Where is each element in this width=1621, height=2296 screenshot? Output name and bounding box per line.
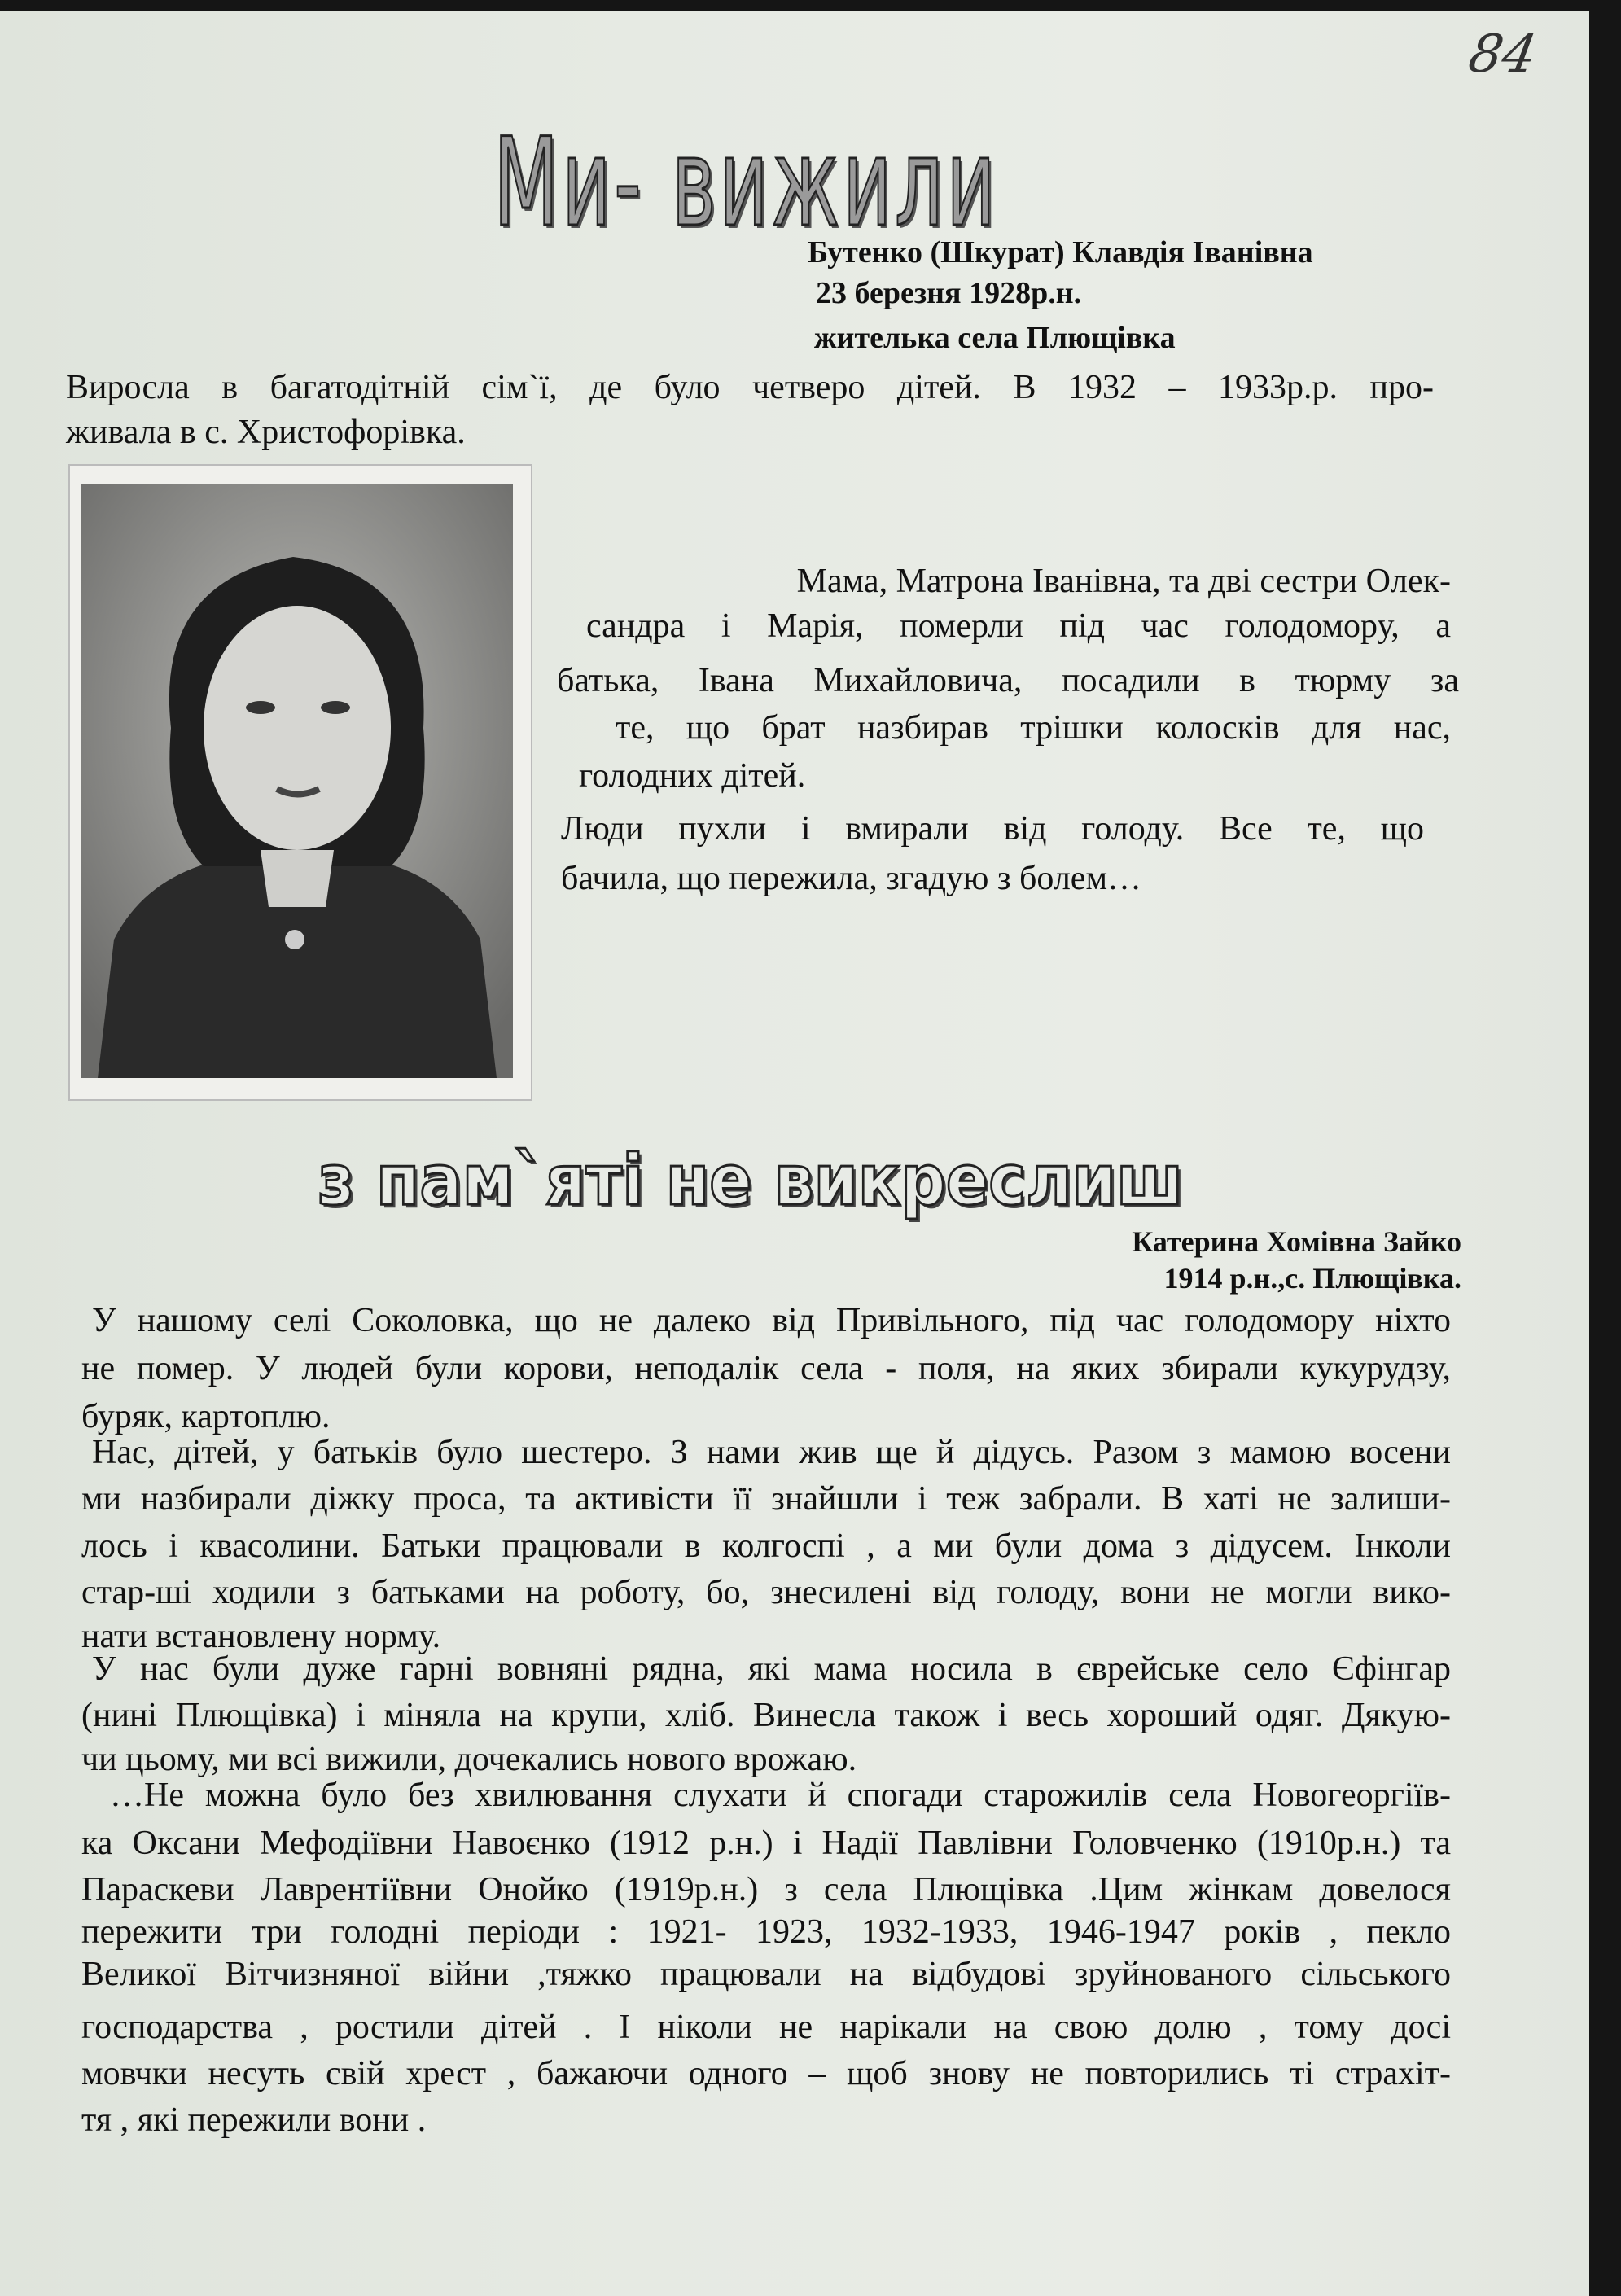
story-line: лось і квасолини. Батьки працювали в колгоспі , а ми були дома з дідусем. Інколи — [81, 1527, 1451, 1565]
story-line: господарства , ростили дітей . І ніколи не нарікали на свою долю , тому досі — [81, 2009, 1451, 2046]
byline-birthdate: 23 березня 1928р.н. — [816, 276, 1082, 310]
author-birth-place: 1914 р.н.,с. Плющівка. — [1163, 1262, 1461, 1295]
story-line: Великої Вітчизняної війни ,тяжко працювали на відбудові зруйнованого сільського — [81, 1956, 1451, 1993]
story-line: Параскеви Лаврентіївни Онойко (1919р.н.) з села Плющівка .Цим жінкам довелося — [81, 1871, 1451, 1908]
side-line: те, що брат назбирав трішки колосків для нас, — [616, 709, 1451, 747]
byline-residence: жителька села Плющівка — [814, 321, 1176, 355]
story-line: тя , які пережили вони . — [81, 2101, 427, 2139]
byline-name: Бутенко (Шкурат) Клавдія Іванівна — [808, 235, 1313, 269]
side-line: сандра і Марія, померли під час голодомору, а — [586, 607, 1451, 645]
story-line: (нині Плющівка) і міняла на крупи, хліб. Винесла також і весь хороший одяг. Дякую- — [81, 1697, 1451, 1734]
story-line: Нас, дітей, у батьків було шестеро. З нами жив ще й дідусь. Разом з мамою восени — [92, 1434, 1451, 1471]
page-number: 84 — [1464, 24, 1541, 85]
intro-line: живала в с. Христофорівка. — [66, 414, 466, 451]
side-line: голодних дітей. — [579, 757, 806, 795]
intro-line: Виросла в багатодітній сім`ї, де було четверо дітей. В 1932 – 1933р.р. про- — [66, 369, 1434, 406]
story-line: пережити три голодні періоди : 1921- 1923, 1932-1933, 1946-1947 років , пекло — [81, 1913, 1451, 1951]
story-line: …Не можна було без хвилювання слухати й спогади старожилів села Новогеоргіїв- — [110, 1777, 1451, 1814]
story-line: ка Оксани Мефодіївни Навоєнко (1912 р.н.) і Надії Павлівни Головченко (1910р.н.) та — [81, 1825, 1451, 1862]
story-line: У нашому селі Соколовка, що не далеко від Привільного, під час голодомору ніхто — [92, 1302, 1451, 1339]
story-line: мовчки несуть свій хрест , бажаючи одного – щоб знову не повторились ті страхіт- — [81, 2055, 1451, 2092]
story-line: буряк, картоплю. — [81, 1398, 331, 1435]
story-line: нати встановлену норму. — [81, 1618, 441, 1655]
portrait-image — [81, 484, 513, 1078]
story-line: У нас були дуже гарні вовняні рядна, які мама носила в єврейське село Єфінгар — [92, 1650, 1451, 1688]
story-line: ми назбирали діжку проса, та активісти її знайшли і теж забрали. В хаті не залиши- — [81, 1480, 1451, 1518]
story-line: чи цьому, ми всі вижили, дочекались нового врожаю. — [81, 1741, 857, 1778]
portrait-photo — [70, 466, 531, 1099]
side-line: Мама, Матрона Іванівна, та дві сестри Олек- — [796, 563, 1451, 600]
side-line: батька, Івана Михайловича, посадили в тюрму за — [557, 662, 1459, 699]
story-line: не помер. У людей були корови, неподалік села - поля, на яких збирали кукурудзу, — [81, 1350, 1451, 1387]
author-name: Катерина Хомівна Зайко — [1132, 1225, 1461, 1258]
section-title-we-survived: Ми- вижили — [493, 112, 999, 254]
side-line: бачила, що пережила, згадую з болем… — [561, 860, 1142, 897]
section-title-cannot-erase-from-memory: з пам`яті не викреслиш — [318, 1140, 1184, 1221]
side-line: Люди пухли і вмирали від голоду. Все те, що — [561, 810, 1424, 848]
story-line: стар-ші ходили з батьками на роботу, бо, знесилені від голоду, вони не могли вико- — [81, 1574, 1451, 1611]
